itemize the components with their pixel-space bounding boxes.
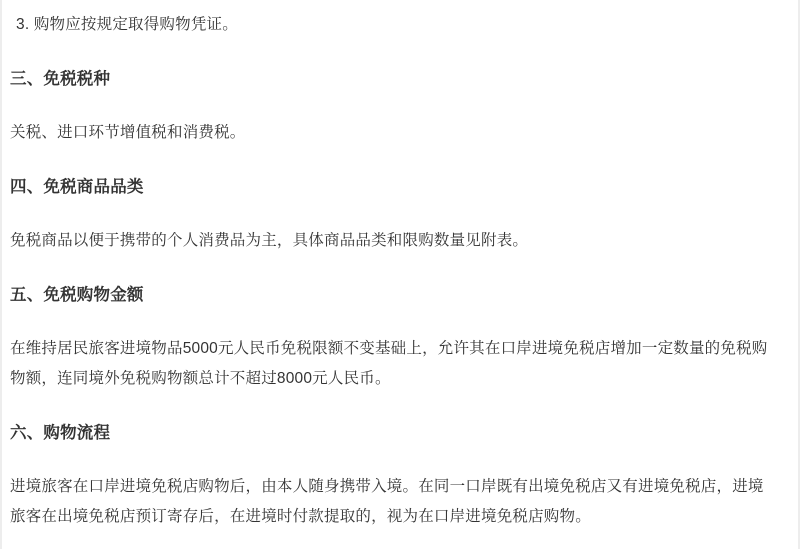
section-heading-tax-types: 三、免税税种 [10, 70, 111, 88]
page-left-border [0, 0, 2, 549]
list-item-3: 3. 购物应按规定取得购物凭证。 [16, 16, 238, 33]
paragraph-tax-types: 关税、进口环节增值税和消费税。 [10, 124, 246, 141]
paragraph-shopping-process: 进境旅客在口岸进境免税店购物后，由本人随身携带入境。在同一口岸既有出境免税店又有进境免税店，进境旅客在出境免税店预订寄存后，在进境时付款提取的，视为在口岸进境免税店购物。 [10, 478, 764, 525]
paragraph-goods-categories: 免税商品以便于携带的个人消费品为主，具体商品品类和限购数量见附表。 [10, 232, 529, 249]
section-heading-shopping-amount: 五、免税购物金额 [10, 286, 144, 304]
paragraph-shopping-amount: 在维持居民旅客进境物品5000元人民币免税限额不变基础上，允许其在口岸进境免税店增加一定数量的免税购物额，连同境外免税购物额总计不超过8000元人民币。 [10, 340, 768, 387]
section-heading-shopping-process: 六、购物流程 [10, 424, 111, 442]
section-heading-goods-categories: 四、免税商品品类 [10, 178, 144, 196]
